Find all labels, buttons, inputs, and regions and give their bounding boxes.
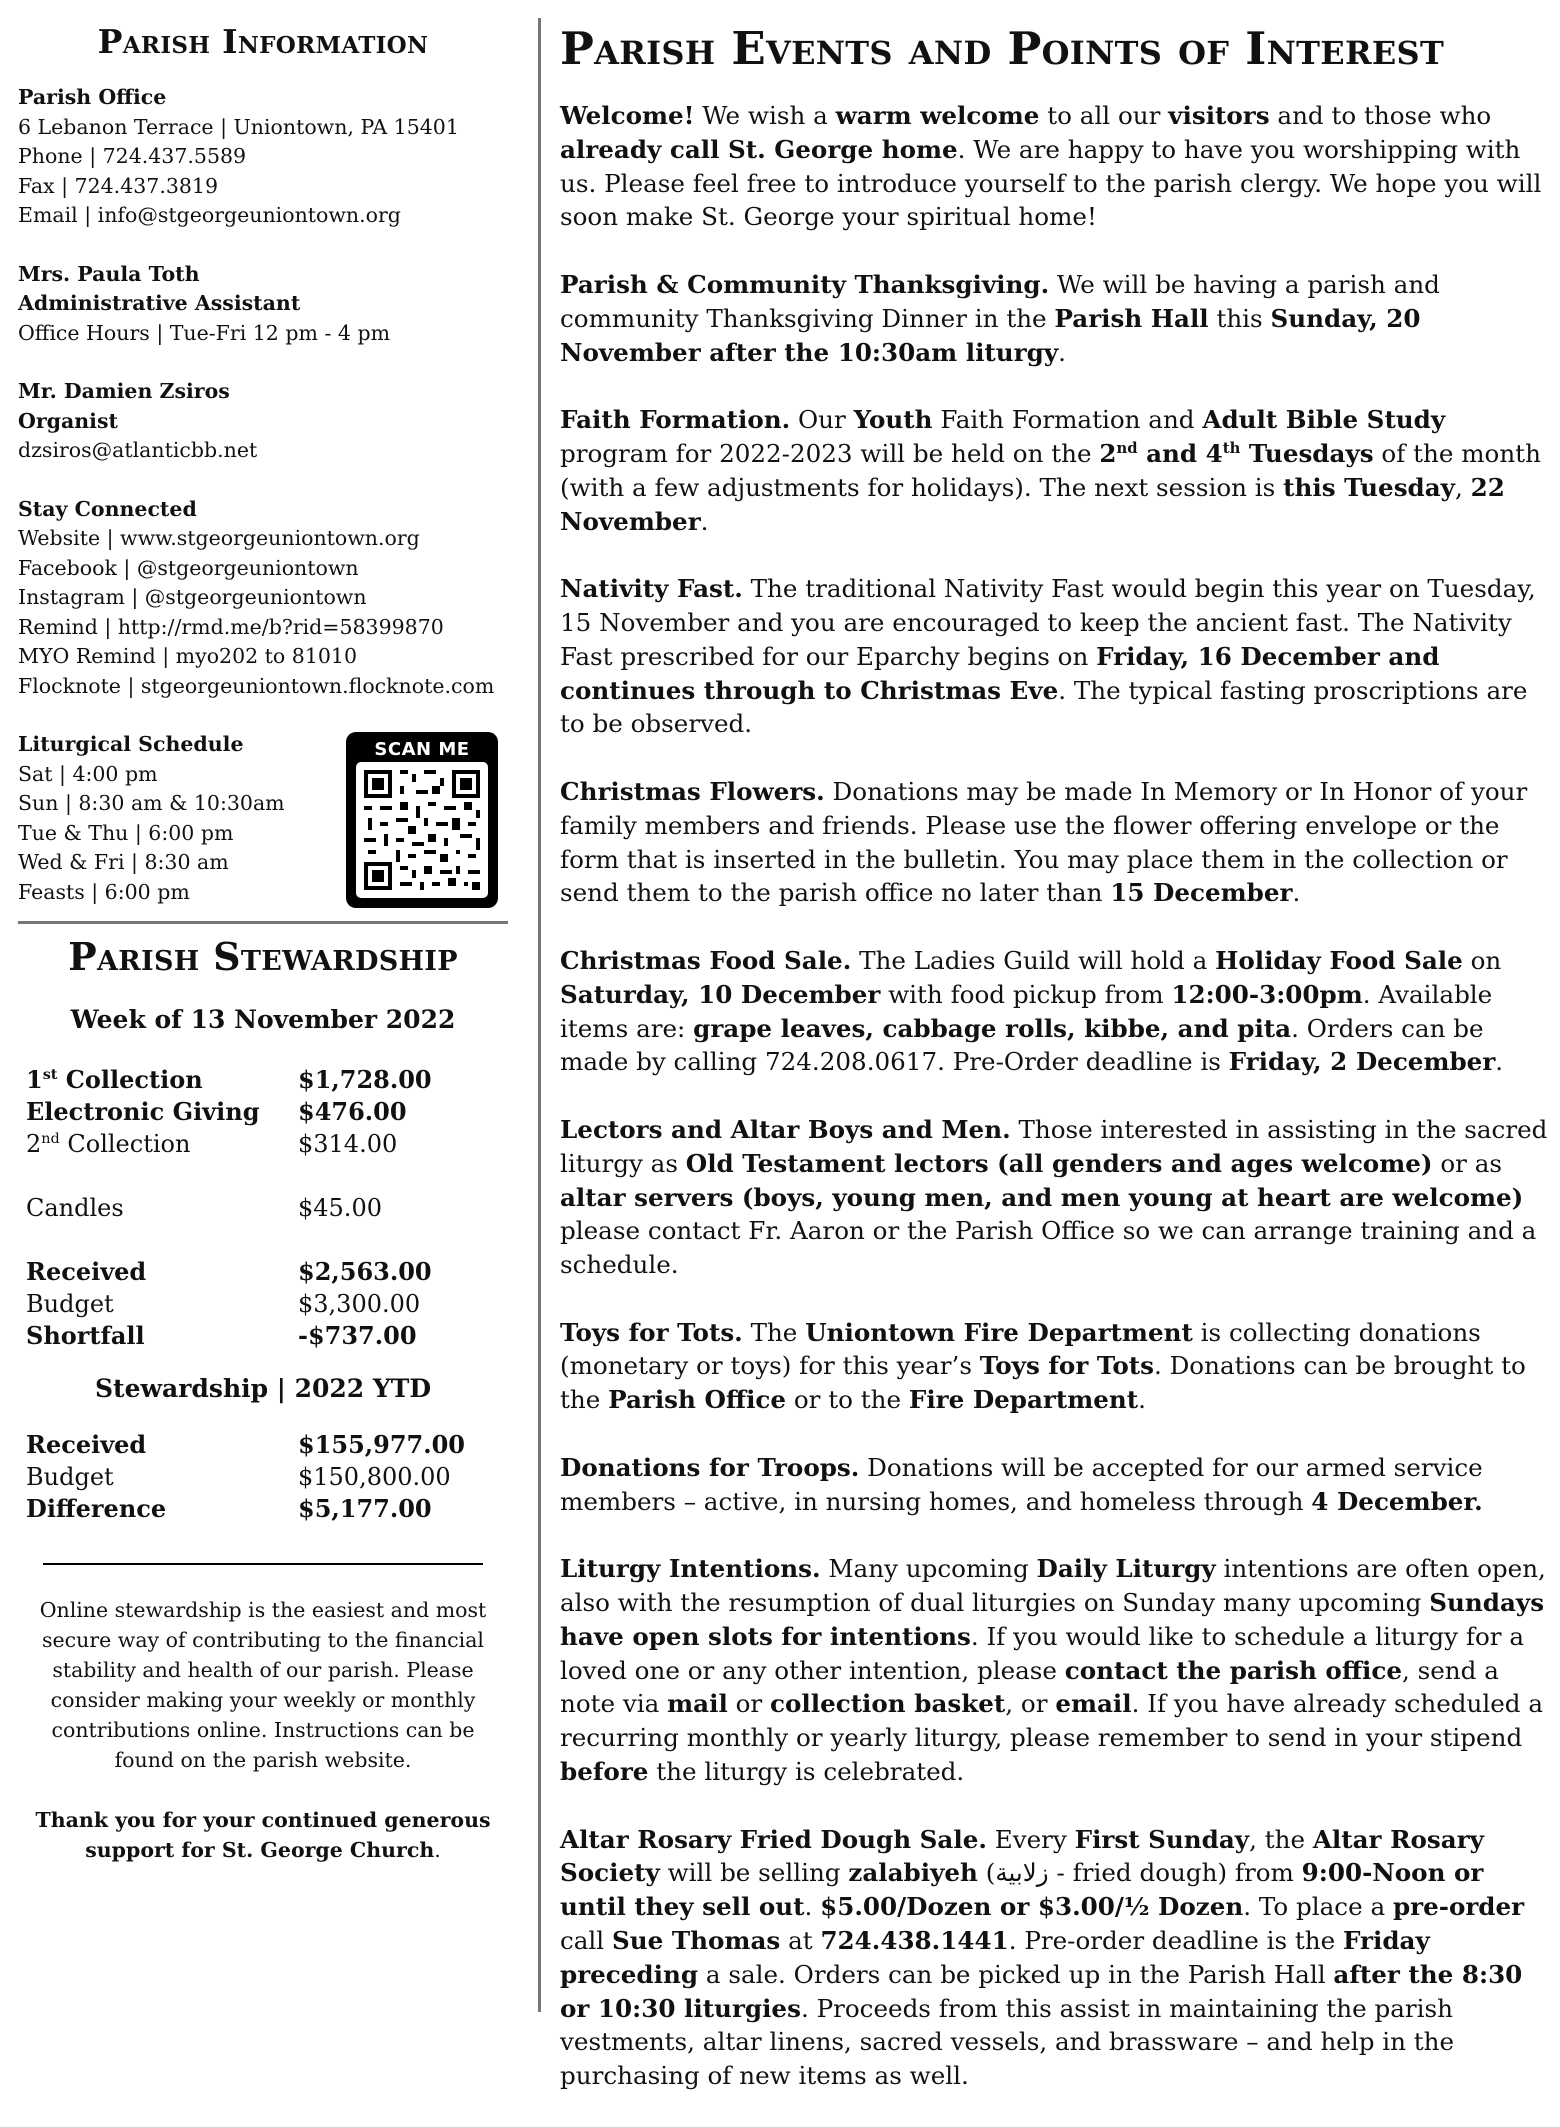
row-label: Candles: [26, 1194, 124, 1222]
row-value: -$737.00: [298, 1321, 417, 1350]
table-row: [26, 1192, 432, 1224]
row-label: 1st Collection: [26, 1065, 203, 1094]
online-stewardship-text: Online stewardship is the easiest and most secure way of contributing to the financial stability and health of our parish. Please consider making your weekly or monthly contributions online. Instructions can be found on the parish website.: [39, 1598, 487, 1772]
schedule-title: Liturgical Schedule: [18, 732, 244, 756]
spacer-row: [26, 1224, 432, 1256]
liturgy-intentions-paragraph: Liturgy Intentions. Many upcoming Daily Liturgy intentions are often open, also with the resumption of dual liturgies on Sunday many upcoming Sundays have open slots for intentions. If you would like to schedule a liturgy for a loved one or any other intention, please contact the parish office, send a note via mail or collection basket, or email. If you have already scheduled a recurring monthly or yearly liturgy, please remember to send in your stipend before the liturgy is celebrated.: [560, 1554, 1546, 1787]
faith-formation-paragraph: Faith Formation. Our Youth Faith Formation and Adult Bible Study program for 2022-2023 will be held on the 2nd and 4th Tuesdays of the month (with a few adjustments for holidays). The next session is this Tuesday, 22 November.: [560, 405, 1541, 536]
schedule-sat: Sat | 4:00 pm: [18, 761, 158, 786]
instagram-line: Instagram | @stgeorgeuniontown: [18, 585, 367, 609]
organist-role: Organist: [18, 408, 118, 433]
stewardship-divider: [43, 1563, 483, 1565]
row-label: Budget: [26, 1463, 114, 1491]
schedule-wed-fri: Wed & Fri | 8:30 am: [18, 850, 229, 874]
assistant-block: [18, 260, 508, 349]
welcome-paragraph: Welcome! We wish a warm welcome to all our visitors and to those who already call St. George home. We are happy to have you worshipping with us. Please feel free to introduce yourself to the parish clergy. We hope you will soon make St. George your spiritual home!: [560, 101, 1542, 232]
organist-email: dzsiros@atlanticbb.net: [18, 438, 258, 462]
parish-information-heading: Parish Information: [97, 22, 429, 61]
row-value: $150,800.00: [298, 1463, 451, 1491]
website-line: Website | www.stgeorgeuniontown.org: [18, 526, 420, 550]
row-label: Difference: [26, 1494, 167, 1523]
qr-code[interactable]: [346, 732, 498, 908]
row-label: Budget: [26, 1290, 114, 1318]
liturgical-schedule: [18, 730, 508, 907]
row-value: $314.00: [298, 1130, 398, 1158]
row-label: Received: [26, 1257, 147, 1286]
office-block: [18, 83, 508, 231]
thanks-note: Thank you for your continued generous support for St. George Church.: [35, 1808, 491, 1862]
facebook-line: Facebook | @stgeorgeuniontown: [18, 555, 359, 580]
row-label: 2nd Collection: [26, 1130, 191, 1158]
parish-info: [18, 83, 508, 907]
schedule-feasts: Feasts | 6:00 pm: [18, 879, 190, 904]
table-row: [26, 1429, 465, 1461]
nativity-fast-paragraph: Nativity Fast. The traditional Nativity Fast would begin this year on Tuesday, 15 November and you are encouraged to keep the ancient fast. The Nativity Fast prescribed for our Eparchy begins on Friday, 16 December and continues through to Christmas Eve. The typical fasting proscriptions are to be observed.: [560, 574, 1536, 739]
ytd-stewardship-table: [26, 1429, 465, 1525]
troops-paragraph: Donations for Troops. Donations will be accepted for our armed service members – active, in nursing homes, and homeless through 4 December.: [560, 1452, 1483, 1516]
row-value: $476.00: [298, 1097, 407, 1126]
office-title: Parish Office: [18, 85, 167, 109]
weekly-stewardship-table: [26, 1064, 432, 1352]
row-label: Received: [26, 1430, 147, 1459]
table-row: [26, 1493, 465, 1525]
qr-code-icon: [356, 762, 488, 898]
table-row: [26, 1461, 465, 1493]
myo-remind-line: MYO Remind | myo202 to 81010: [18, 644, 357, 668]
stay-connected-block: [18, 495, 508, 702]
spacer-row: [26, 1160, 432, 1192]
row-label: Shortfall: [26, 1321, 145, 1350]
scan-me-label: SCAN ME: [374, 739, 470, 760]
section-divider: [18, 921, 508, 924]
office-hours: Office Hours | Tue-Fri 12 pm - 4 pm: [18, 320, 391, 345]
organist-block: [18, 377, 508, 466]
table-row: [26, 1288, 432, 1320]
office-address: 6 Lebanon Terrace | Uniontown, PA 15401: [18, 114, 459, 139]
row-value: $155,977.00: [298, 1430, 466, 1459]
table-row: [26, 1128, 432, 1160]
ytd-heading: Stewardship | 2022 YTD: [94, 1374, 432, 1403]
stay-connected-title: Stay Connected: [18, 496, 197, 521]
right-column: [560, 18, 1550, 2127]
row-label: Electronic Giving: [26, 1097, 260, 1126]
row-value: $1,728.00: [298, 1065, 432, 1094]
table-row: [26, 1320, 432, 1352]
rosary-sale-paragraph: Altar Rosary Fried Dough Sale. Every First Sunday, the Altar Rosary Society will be selling zalabiyeh (زلابية - fried dough) from 9:00-Noon or until they sell out. $5.00/Dozen or $3.00/½ Dozen. To place a pre-order call Sue Thomas at 724.438.1441. Pre-order deadline is the Friday preceding a sale. Orders can be picked up in the Parish Hall after the 8:30 or 10:30 liturgies. Proceeds from this assist in maintaining the parish vestments, altar linens, sacred vessels, and brassware – and help in the purchasing of new items as well.: [560, 1824, 1525, 2091]
table-row: [26, 1064, 432, 1096]
thanksgiving-paragraph: Parish & Community Thanksgiving. We will be having a parish and community Thanksgiving Dinner in the Parish Hall this Sunday, 20 November after the 10:30am liturgy.: [560, 269, 1440, 367]
column-divider: [538, 18, 541, 2012]
table-row: [26, 1256, 432, 1288]
flocknote-line: Flocknote | stgeorgeuniontown.flocknote.com: [18, 673, 495, 698]
stewardship-heading: Parish Stewardship: [68, 934, 458, 979]
organist-name: Mr. Damien Zsiros: [18, 379, 230, 403]
office-fax: Fax | 724.437.3819: [18, 173, 219, 198]
remind-line: Remind | http://rmd.me/b?rid=58399870: [18, 614, 444, 639]
office-email: Email | info@stgeorgeuniontown.org: [18, 203, 401, 227]
row-value: $3,300.00: [298, 1290, 421, 1318]
stewardship-week: Week of 13 November 2022: [70, 1005, 456, 1034]
lectors-paragraph: Lectors and Altar Boys and Men. Those interested in assisting in the sacred liturgy as Old Testament lectors (all genders and ages welcome) or as altar servers (boys, young men, and men young at heart are welcome) please contact Fr. Aaron or the Parish Office so we can arrange training and a schedule.: [560, 1114, 1548, 1280]
table-row: [26, 1096, 432, 1128]
row-value: $5,177.00: [298, 1494, 432, 1523]
row-value: $45.00: [298, 1194, 382, 1222]
christmas-flowers-paragraph: Christmas Flowers. Donations may be made In Memory or In Honor of your family members and friends. Please use the flower offering envelope or the form that is inserted in the bulletin. You may place them in the collection or send them to the parish office no later than 15 December.: [560, 776, 1528, 908]
food-sale-paragraph: Christmas Food Sale. The Ladies Guild will hold a Holiday Food Sale on Saturday, 10 December with food pickup from 12:00-3:00pm. Available items are: grape leaves, cabbage rolls, kibbe, and pita. Orders can be made by calling 724.208.0617. Pre-Order deadline is Friday, 2 December.: [560, 945, 1504, 1077]
left-column: [18, 18, 508, 1865]
row-value: $2,563.00: [298, 1257, 432, 1286]
assistant-role: Administrative Assistant: [18, 291, 301, 315]
events-heading: Parish Events and Points of Interest: [560, 22, 1445, 75]
schedule-tue-thu: Tue & Thu | 6:00 pm: [18, 820, 234, 845]
office-phone: Phone | 724.437.5589: [18, 144, 247, 168]
schedule-sun: Sun | 8:30 am & 10:30am: [18, 791, 285, 815]
assistant-name: Mrs. Paula Toth: [18, 261, 200, 286]
toys-for-tots-paragraph: Toys for Tots. The Uniontown Fire Department is collecting donations (monetary or toys) for this year’s Toys for Tots. Donations can be brought to the Parish Office or to the Fire Department.: [560, 1317, 1526, 1415]
